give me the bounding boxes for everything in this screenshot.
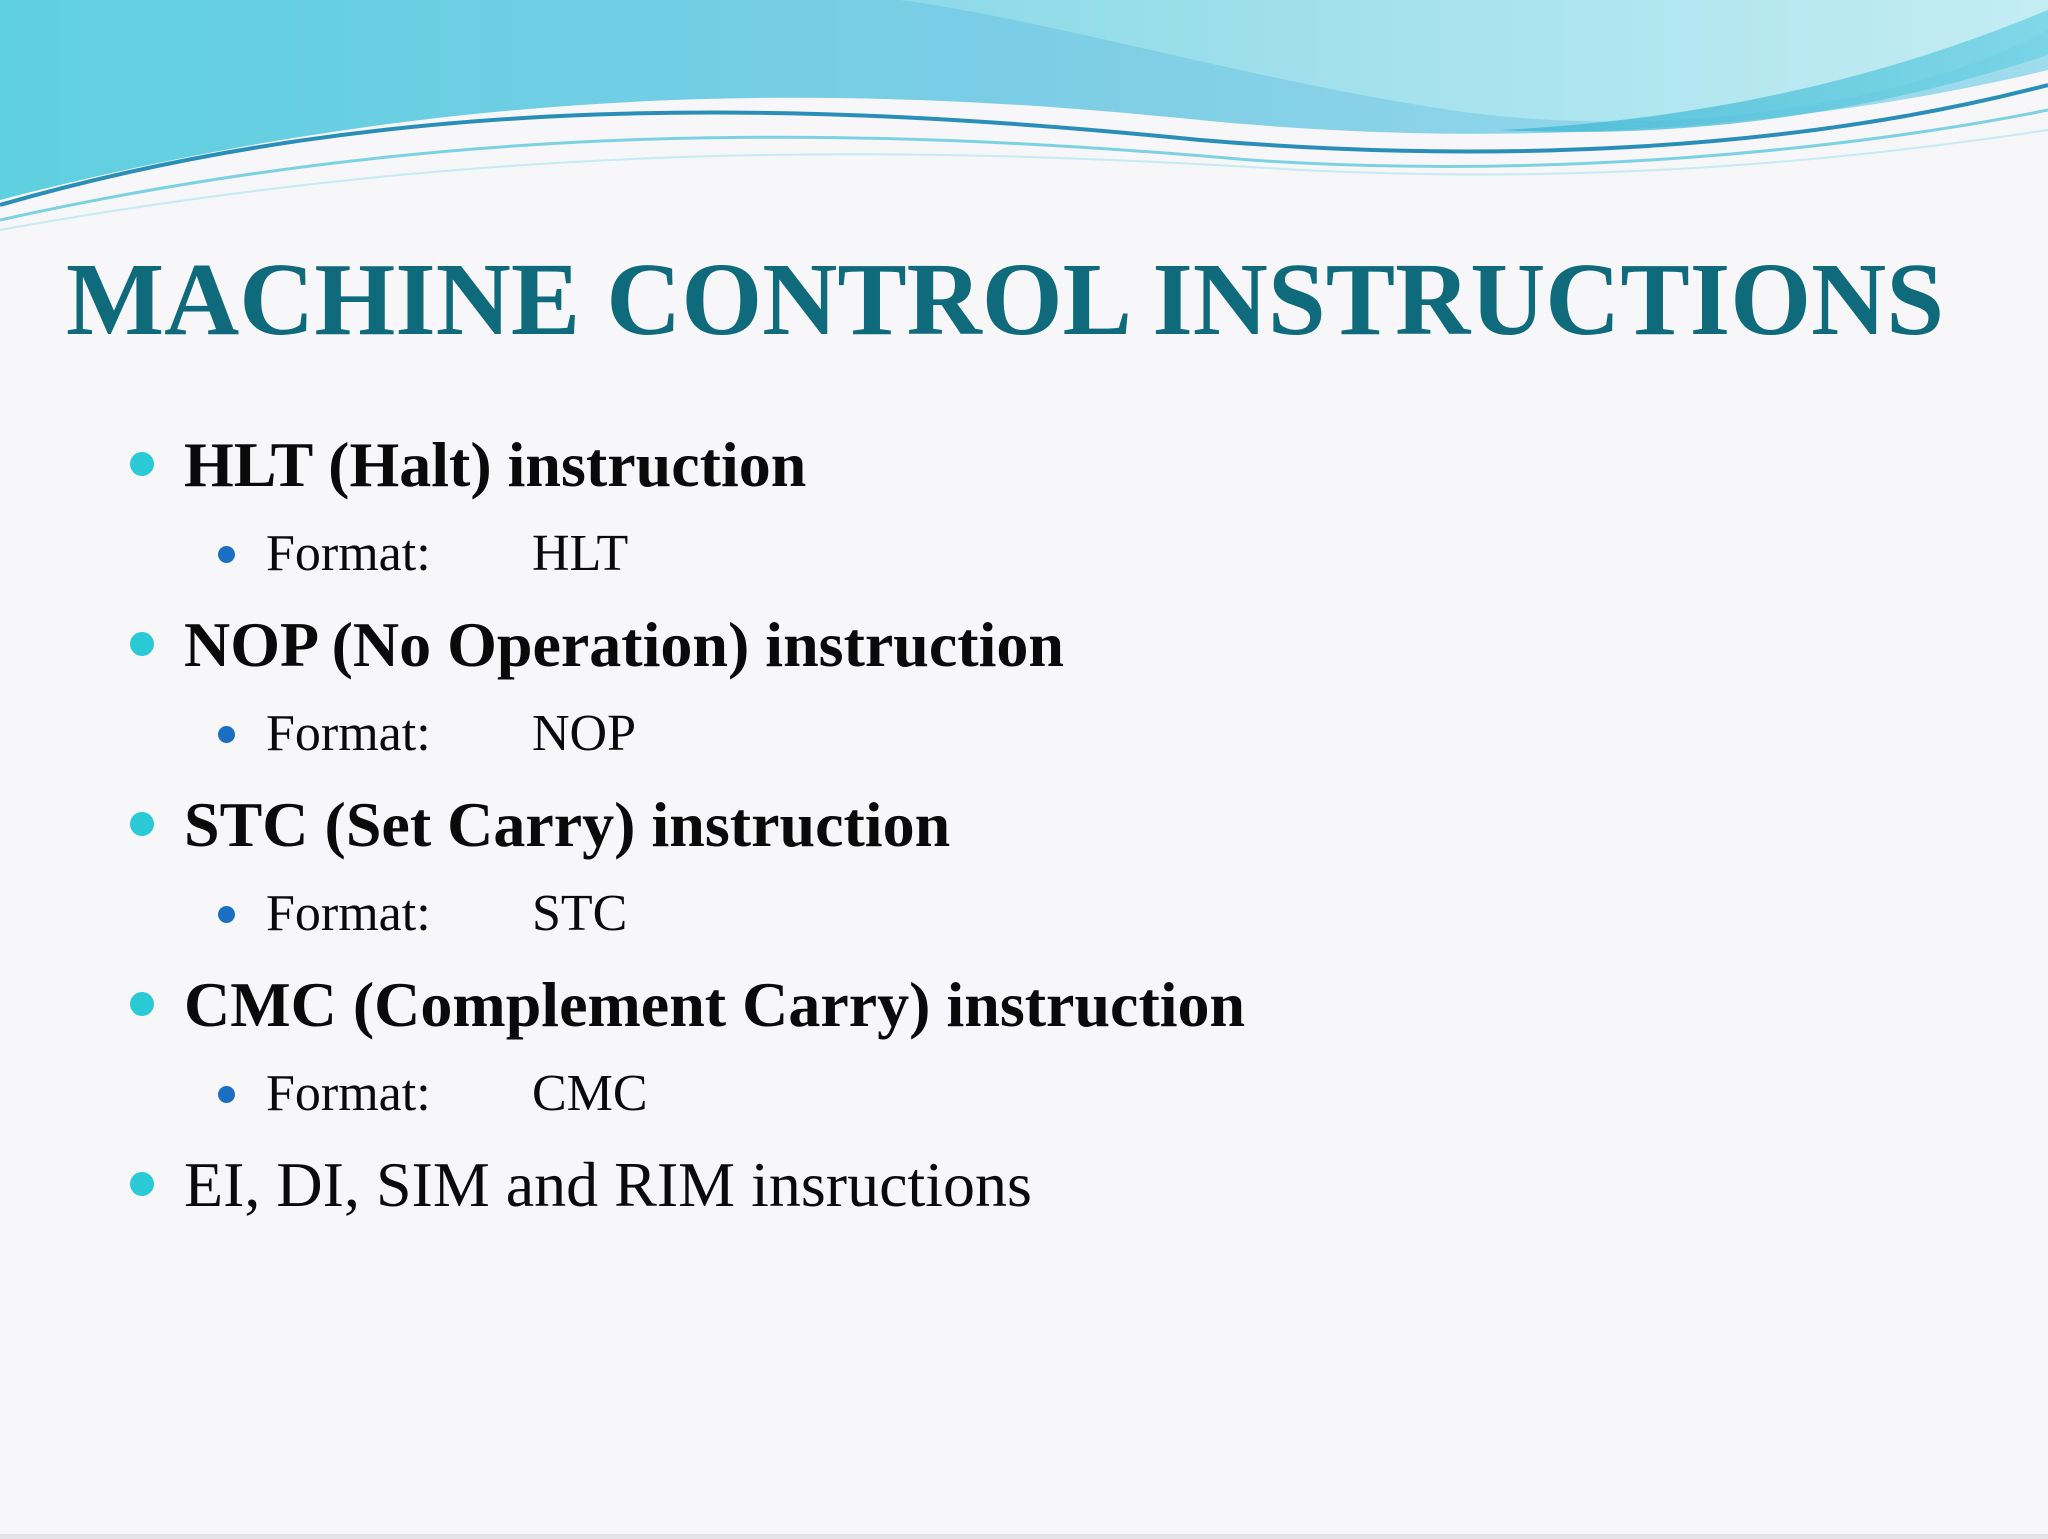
sub-bullet-icon (218, 906, 235, 923)
format-label: Format: (266, 705, 431, 762)
format-value: CMC (532, 1065, 648, 1122)
list-item-heading: NOP (No Operation) instruction (184, 609, 1064, 680)
slide-title: MACHINE CONTROL INSTRUCTIONS (66, 242, 1945, 357)
bottom-edge (0, 1534, 2048, 1539)
format-line (266, 1061, 648, 1127)
format-value: NOP (532, 705, 637, 762)
format-label: Format: (266, 885, 431, 942)
bullet-icon (130, 452, 154, 476)
format-line (266, 521, 628, 587)
list-item-heading: STC (Set Carry) instruction (184, 789, 951, 860)
list-item-heading: CMC (Complement Carry) instruction (184, 969, 1246, 1040)
sub-bullet-icon (218, 726, 235, 743)
list-item-heading: HLT (Halt) instruction (184, 429, 807, 500)
format-line (266, 701, 636, 767)
format-label: Format: (266, 1065, 431, 1122)
format-label: Format: (266, 525, 431, 582)
bullet-icon (130, 812, 154, 836)
format-value: HLT (532, 525, 629, 582)
bullet-icon (130, 632, 154, 656)
format-line (266, 881, 627, 947)
bullet-icon (130, 1172, 154, 1196)
list-item-last: EI, DI, SIM and RIM insructions (184, 1149, 1032, 1220)
sub-bullet-icon (218, 1086, 235, 1103)
format-value: STC (532, 885, 628, 942)
bullet-icon (130, 992, 154, 1016)
sub-bullet-icon (218, 546, 235, 563)
